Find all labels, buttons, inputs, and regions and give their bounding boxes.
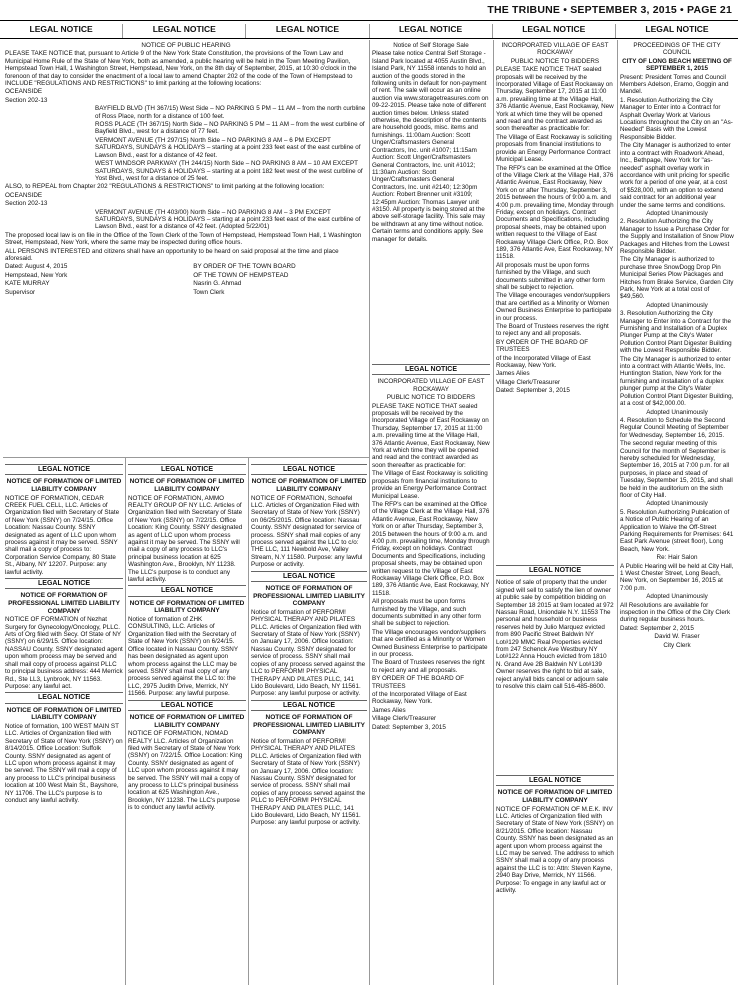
legal-notice-header: LEGAL NOTICE (251, 571, 367, 582)
hearing-item: BAYFIELD BLVD (TH 367/15) West Side – NO PARKING 5 PM – 11 AM – from the north curbline of Ross Place, north for a distance of 100 feet. (95, 105, 366, 120)
lb-paragraph: 5. Resolution Authorizing Publication of a Notice of Public Hearing of an Application to Waive the Off-Street Parking Requirements for Premises: 641 East Park Avenue (street floor), Long Beach, New York. (620, 508, 734, 553)
lb-adopted: Adopted Unanimously (646, 209, 708, 217)
hearing-items (5, 105, 367, 182)
lb-paragraph: 2. Resolution Authorizing the City Manager to Issue a Purchase Order for the Supply and Installation of Snow Plow Packages and Hitches from the Lowest Responsible Bidder. (620, 218, 734, 255)
hearing-place: OCEANSIDE (5, 191, 43, 199)
ea-paragraph: The RFP's can be examined at the Office of the Village Clerk at the Village Hall, 376 Atlantic Avenue, East Rockaway, New York on or after Thursday, September 3, 2015 between the hours of 9:00 a.m. and 4:00 p.m. prevailing time, Monday through Friday, except on holidays. Contract Documents and Specifications, including proposal sheets, may be obtained upon written request to the Village of East Rockaway Village Clerk Office, P.O. Box 189, 376 Atlantic Ave, East Rockaway, NY 11518. (496, 164, 614, 261)
legal-notice-header: LEGAL NOTICE (128, 585, 246, 596)
ea-title: INCORPORATED VILLAGE OF EAST ROCKAWAY (377, 378, 485, 393)
legal-notice-header: LEGAL NOTICE (5, 578, 123, 589)
hearing-file-note: The proposed local law is on file in the Office of the Town Clerk of the Town of Hempstead, Hempstead Town Hall, 1 Washington Street, Hempstead, New York, where the same may be inspected during office hours. (5, 231, 362, 247)
section-header: LEGAL NOTICE (246, 24, 369, 38)
lb-adopted: Adopted Unanimously (646, 301, 708, 309)
ea-subtitle: PUBLIC NOTICE TO BIDDERS (510, 57, 600, 65)
hearing-dated: Dated: August 4, 2015 (5, 263, 68, 271)
legal-notice-header: LEGAL NOTICE (128, 700, 246, 711)
sale-body: Notice of sale of property that the under signed will sell to satisfy the lien of owner at public sale by competition bidding on September 18 2015 at 9am located at 972 Nassau Road, Uniondale N.Y. 11553 The personal and household or business reserves held by Julio Marquez evicted from 890 Pacific Street Baldwin NY Lot#129 MMC Real Properties evicted from 247 Schenck Ave Westbury NY Lot#122 Anna Houch evicted from 1810 N. Grand Ave 2B Baldwin NY Lot#139 Owner reserves the right to bid at sale, reject any/all bids cancel or adjourn sale to resolve this claim call 516-485-8600. (496, 579, 614, 691)
lb-paragraph: The City Manager is authorized to enter into a contract with Roadwork Ahead, Inc., Bethpage, New York for "as-needed" asphalt overlay work in accordance with unit pricing for specific work for a period of one year, at a cost of $528,000, with an option to extend said contract for an additional year under the same terms and conditions. (620, 142, 731, 209)
legal-notice-header: LEGAL NOTICE (5, 692, 123, 703)
lb-paragraph: 4. Resolution to Schedule the Second Regular Council Meeting of September for Wednesday, September 16, 2015. (620, 416, 729, 439)
lb-signer-title: City Clerk (663, 641, 691, 649)
legal-notice-header: LEGAL NOTICE (128, 464, 246, 475)
east-rockaway-notice-2 (496, 42, 614, 562)
hearing-item: ROSS PLACE (TH 367/15) North Side – NO PARKING 5 PM – 11 AM – from the west curbline of Bayfield Blvd., west for a distance of 77 feet. (95, 121, 365, 136)
ea-role: Village Clerk/Treasurer (496, 378, 561, 386)
lb-dated: Dated: September 2, 2015 (620, 624, 694, 632)
supervisor-title: Supervisor (5, 288, 36, 296)
llc-column-3 (251, 462, 367, 982)
legal-notice-header: LEGAL NOTICE (372, 364, 490, 375)
section-header: LEGAL NOTICE (123, 24, 246, 38)
llc-title: NOTICE OF FORMATION OF LIMITED LIABILITY COMPANY (129, 713, 245, 729)
lb-paragraph: A Public Hearing will be held at City Hall, 1 West Chester Street, Long Beach, New York, on September 16, 2015 at 7:00 p.m. (620, 562, 734, 592)
llc-body: Notice of formation of PERFORM! PHYSICAL THERAPY AND PILATES PLLC. Articles of Organization filed with Secretary of State of New York (SSNY) on January 17, 2006. Office location: Nassau County. SSNY designated for service of process. SSNY shall mail copies of any process served against the PLLC to PERFORM! PHYSICAL THERAPY AND PILATES PLLC, 141 Lido Boulevard, Lido Beach, NY 11561. Purpose: any lawful purpose or activity. (251, 737, 366, 827)
legal-notice-header: LEGAL NOTICE (496, 775, 614, 786)
llc-body: Notice of formation of ZHK CONSULTING, LLC. Articles of Organization filed with the Secretary of State of New York (SSNY) on 6/24/15. Office located in Nassau County. SSNY has been designated as agent upon whom process against the LLC may be served. SSNY shall mail copy of any process served against the LLC to: the LLC, 2975 Judith Drive, Merrick, NY 11566. Purpose: any lawful purpose. (128, 616, 238, 698)
legal-notice-header: LEGAL NOTICE (496, 565, 614, 576)
column-rule (125, 458, 126, 985)
llc-body: Notice of formation of PERFORM! PHYSICAL THERAPY AND PILATES PLLC. Articles of Organization filed with Secretary of State of New York (SSNY) on January 17, 2006. Office location: Nassau County. SSNY designated for service of process. SSNY shall mail copies of any process served against the LLC to PERFORM! PHYSICAL THERAPY AND PILATES PLLC, 141 Lido Boulevard, Lido Beach, NY 11561. Purpose: any lawful purpose or activity. (251, 608, 366, 698)
lb-subtitle: CITY OF LONG BEACH MEETING OF SEPTEMBER 1, 2015 (622, 57, 732, 73)
ea-paragraph: The Village encourages vendor/suppliers that are certified as a Minority or Women Owned Business Enterprise to participate in our process. (372, 628, 488, 659)
ea-paragraph: PLEASE TAKE NOTICE THAT sealed proposals will be received by the Incorporated Village of East Rockaway on Thursday, September 17, 2015 at 11:00 a.m. prevailing time at the Village Hall, 376 Atlantic Avenue, East Rockaway, New York at which time they will be opened and read and the contract awarded as soon thereafter as practicable for: (372, 402, 490, 469)
legal-notice-header: LEGAL NOTICE (5, 464, 123, 475)
llc-title: NOTICE OF FORMATION OF LIMITED LIABILITY COMPANY (6, 478, 122, 493)
ea-paragraph: The Board of Trustees reserves the right to reject any and all proposals. (496, 323, 609, 338)
legal-notice-header: LEGAL NOTICE (251, 700, 367, 711)
lb-paragraph: The second regular meeting of this Council for the month of September is hereby scheduled for Wednesday, September 16, 2015 at 7:00 p.m. for all purposes, in place and stead of Tuesday, September 15, 2015, and shall be held in the auditorium on the sixth floor of City Hall. (620, 440, 733, 499)
clerk-title: Town Clerk (193, 288, 225, 296)
hearing-place: OCEANSIDE (5, 88, 43, 96)
section-header: LEGAL NOTICE (645, 24, 709, 34)
llc-title: NOTICE OF FORMATION OF PROFESSIONAL LIMITED LIABILITY COMPANY (8, 592, 120, 615)
ea-dated: Dated: September 3, 2015 (372, 723, 446, 731)
section-header: LEGAL NOTICE (370, 24, 493, 38)
llc-body: NOTICE OF FORMATION, NOMAD REALTY LLC. Articles of Organization filed with Secretary of State of New York (SSNY) on 7/22/15. Office Location: King County. SSNY designated as agent of LLC upon whom process against it may be served. The SSNY will mail a copy of any process to LLC's principal business location at 625 Washington Ave., Brooklyn, NY 11238. The LLC's purpose is to conduct any lawful activity. (128, 730, 243, 812)
ea-subtitle: PUBLIC NOTICE TO BIDDERS (386, 394, 476, 402)
legal-notice-header: LEGAL NOTICE (251, 464, 367, 475)
llc-title: NOTICE OF FORMATION OF LIMITED LIABILITY COMPANY (129, 478, 245, 493)
ea-name: James Alies (496, 370, 530, 378)
lb-paragraph: The City Manager is authorized to enter into a contract with Atlantic Wells, Inc. Huntington Station, New York for the furnishing and installation of a duplex plunger pump at the City's Water Pollution Control Plant Digester Building, at a cost of $42,000.00. (620, 355, 734, 408)
ea-paragraph: The RFP's can be examined at the Office of the Village Clerk at the Village Hall, 376 Atlantic Avenue, East Rockaway, New York on or after Thursday, September 3, 2015 between the hours of 9:00 a.m. and 4:00 p.m. prevailing time, Monday through Friday, except on holidays. Contract Documents and Specifications, including proposal sheets, may be obtained upon written request to the Village of East Rockaway Village Clerk Office, P.O. Box 189, 376 Atlantic Ave, East Rockaway, NY 11518. (372, 500, 490, 597)
llc-title: NOTICE OF FORMATION OF LIMITED LIABILITY COMPANY (497, 789, 613, 804)
header-rule (0, 38, 738, 39)
lb-paragraph: 1. Resolution Authorizing the City Manager to Enter into a Contract for Asphalt Overlay Work at Various Locations throughout the City on an "As-Needed" Basis with the Lowest Responsible Bidder. (620, 96, 733, 141)
llc-body: NOTICE OF FORMATION, CEDAR CREEK FUEL CELL, LLC. Articles of Organization filed with Secretary of State of New York (SSNY) on 7/24/15. Office Location: Nassau County. SSNY designated as agent of LLC upon whom process against it may be served. SSNY shall mail a copy of process to: Corporation Service Company, 80 State St., Albany, NY 12207. Purpose: any lawful activity. (5, 494, 120, 576)
ea-paragraph: The Village of East Rockaway is soliciting proposals from financial institutions to provide an Energy Performance Contract Municipal Lease. (372, 470, 488, 500)
llc-title: NOTICE OF FORMATION OF LIMITED LIABILITY COMPANY (251, 478, 367, 493)
lb-adopted: Adopted Unanimously (646, 408, 708, 416)
order-line: BY ORDER OF THE TOWN BOARD (193, 263, 296, 271)
supervisor-name: KATE MURRAY (5, 280, 50, 288)
llc-body: NOTICE OF FORMATION OF M.E.K. INV LLC. Articles of Organization filed with Secretary of State of New York (SSNY) on 8/21/2015. Office location: Nassau County. SSNY has been designated as an agent upon whom process against the LLC may be served. The address to which SSNY shall mail a copy of any process against the LLC is to: Attn: Steven Kayne, 2940 Bay Drive, Merrick, NY 11566. Purpose: To engage in any lawful act or activity. (496, 805, 614, 895)
clerk-name: Nasrin G. Ahmad (193, 280, 242, 288)
column-rule (493, 40, 494, 985)
section-header: LEGAL NOTICE (493, 24, 616, 38)
hearing-item: WEST WINDSOR PARKWAY (TH 244/15) North Side – NO PARKING 8 AM – 10 AM EXCEPT SATURDAYS, SUNDAYS & HOLIDAYS – starting at a point 182 feet west of the west curbline of Yost Blvd., west for a distance of 25 feet. (95, 160, 363, 182)
ea-paragraph: The Village of East Rockaway is soliciting proposals from financial institutions to provide an Energy Performance Contract Municipal Lease. (496, 133, 612, 164)
llc-title: NOTICE OF FORMATION OF PROFESSIONAL LIMITED LIABILITY COMPANY (253, 714, 365, 737)
property-sale-notice (496, 563, 614, 771)
self-storage-notice (372, 42, 490, 360)
llc-column-2 (128, 462, 246, 982)
ea-name: James Alies (372, 706, 406, 714)
llc-title: NOTICE OF FORMATION OF LIMITED LIABILITY COMPANY (129, 599, 245, 615)
east-rockaway-notice-1 (372, 362, 490, 980)
lb-paragraph: 3. Resolution Authorizing the City Manager to Enter into a Contract for the Furnishing and Installation of a Duplex Plunger Pump at the City's Water Pollution Control Plant Digester Building with the Lowest Responsible Bidder. (620, 310, 732, 355)
section-header: LEGAL NOTICE (0, 24, 123, 38)
mek-llc-notice (496, 773, 614, 983)
lb-adopted: Adopted Unanimously (646, 500, 708, 508)
hearing-item: VERMONT AVENUE (TH 297/15) North Side – NO PARKING 8 AM – 6 PM EXCEPT SATURDAYS, SUNDAYS & HOLIDAYS – starting at a point 233 feet east of the east curbline of Lawson Blvd., east for a distance of 42 feet. (95, 136, 361, 159)
ea-paragraph: The Board of Trustees reserves the right to reject any and all proposals. (372, 659, 485, 674)
ea-order: BY ORDER OF THE BOARD OF TRUSTEES (372, 675, 465, 690)
order-line: OF THE TOWN OF HEMPSTEAD (193, 271, 289, 279)
lb-signer: David W. Fraser (654, 633, 700, 641)
ea-paragraph: All proposals must be upon forms furnished by the Village, and such documents submitted in any other form shall be subject to rejection. (496, 261, 605, 291)
llc-title: NOTICE OF FORMATION OF PROFESSIONAL LIMITED LIABILITY COMPANY (253, 585, 365, 608)
hearing-items (5, 209, 367, 231)
storage-title: Notice of Self Storage Sale (393, 42, 469, 49)
masthead-title: THE TRIBUNE • SEPTEMBER 3, 2015 • PAGE 21 (487, 4, 732, 16)
ea-dated: Dated: September 3, 2015 (496, 387, 570, 395)
llc-body: NOTICE OF FORMATION of Nezhat Surgery for Gynecology/Oncology, PLLC. Arts of Org filed with Secy. Of State of NY (SSNY) on 6/29/15. Office location: NASSAU County. SSNY designated agent upon whom process may be served and shall mail copy of process against PLLC to principal business address: 444 Merrick Rd., Ste LL3, Lynbrook, NY 11563. Purpose: any lawful act. (5, 616, 123, 690)
lb-re: Re: Hair Salon (656, 554, 698, 562)
hearing-section: Section 202-13 (5, 200, 48, 208)
hearing-repeal: ALSO, to REPEAL from Chapter 202 "REGULATIONS & RESTRICTIONS" to limit parking at the following location: (5, 183, 325, 191)
hearing-title: NOTICE OF PUBLIC HEARING (141, 42, 231, 49)
llc-body: Notice of formation, 100 WEST MAIN ST LLC. Articles of Organization filed with Secretary of State of New York (SSNY) on 8/14/2015. Office Location: Suffolk County. SSNY designated as agent of LLC upon whom process against it may be served. The SSNY will mail a copy of any process to LLC's principal business location at 100 West Main St., Bayshore, NY 11706. The LLC's purpose is to conduct any lawful activity. (5, 722, 123, 804)
public-hearing-notice (5, 42, 367, 454)
masthead (0, 0, 738, 20)
lb-present: Present: President Torres and Council Members Adelson, Eramo, Goggin and Mandel. (620, 73, 729, 96)
ea-paragraph: The Village encourages vendor/suppliers that are certified as a Minority or Women Owned Business Enterprise to participate in our process. (496, 292, 612, 322)
section-headers (0, 24, 738, 38)
llc-body: NOTICE OF FORMATION, Schoefel LLC. Articles of Organization Filed with Secretary of State of New York (SSNY) on 06/25/2015. Office location: Nassau County. SSNY designated for service of process. SSNY shall mail copies of any process served against the LLC to c/o: THE LLC, 111 Newbold Ave, Valley Stream, N.Y 11580. Purpose: any lawful Purpose or activity. (251, 494, 363, 569)
hearing-signature (5, 263, 367, 297)
ea-order: BY ORDER OF THE BOARD OF TRUSTEES (496, 338, 589, 354)
section-rule (3, 457, 369, 458)
ea-of: of the Incorporated Village of East Rockaway, New York. (372, 691, 467, 706)
lb-title: PROCEEDINGS OF THE CITY COUNCIL (633, 42, 721, 57)
long-beach-proceedings (620, 42, 734, 982)
column-rule (369, 40, 370, 985)
ea-title: INCORPORATED VILLAGE OF EAST ROCKAWAY (501, 42, 609, 57)
ea-paragraph: All proposals must be upon forms furnished by the Village, and such documents submitted in any other form shall be subject to rejection. (372, 598, 481, 628)
llc-body: NOTICE OF FORMATION, AMMO REALTY GROUP OF NY LLC. Articles of Organization filed with Secretary of State of New York (SSNY) on 7/22/15. Office Location: King County. SSNY designated as agent of LLC upon whom process against it may be served. The SSNY will mail a copy of any process to LLC's principal business location at 625 Washington Ave., Brooklyn, NY 11238. The LLC's purpose is to conduct any lawful activity. (128, 494, 243, 584)
hearing-section: Section 202-13 (5, 96, 48, 104)
ea-role: Village Clerk/Treasurer (372, 715, 437, 723)
hearing-interested: ALL PERSONS INTERESTED and citizens shall have an opportunity to be heard on said proposal at the time and place aforesaid. (5, 247, 339, 262)
lb-paragraph: The City Manager is authorized to purchase three SnowDogg Drop Pin Municipal Series Plow Packages and Hitches from Brake Service, Garden City Park, New York at a total cost of $49,560. (620, 256, 734, 301)
lb-adopted: Adopted Unanimously (646, 593, 708, 601)
hearing-place-sig: Hempstead, New York (5, 271, 68, 279)
hearing-item: VERMONT AVENUE (TH 403/00) North Side – NO PARKING 8 AM – 3 PM EXCEPT SATURDAYS, SUNDAYS & HOLIDAYS – starting at a point 233 feet east of the east curbline of Lawson Blvd., east for a distance of 42 feet. (Adopted 5/22/01) (95, 208, 361, 231)
storage-body: Please take notice Central Self Storage - Island Park located at 4055 Austin Blvd., Island Park, NY 11558 intends to hold an auction of the goods stored in the following units in default for non-payment of rent. The sale will occur as an online auction via www.storagetreasures.com on 09-22-2015. Please take note of different auction times below. Unless stated otherwise, the description of the contents are household goods, misc. items and furnishings. 11:00am Auction: Scott Unger/Craftsmasters General Contractors, Inc. unit #1007; 11:15am Auction: Scott Unger/Craftsmasters General Contractors, Inc. unit #1012; 11:30am Auction: Scott Unger/Craftsmasters General Contractors, Inc. unit #2140; 12:30pm Auction: Robert Brenner unit #3109; 12:45pm Auction: Thomas Lawyer unit #3150. All property is being stored at the above self-storage facility. This sale may be withdrawn at any time without notice. Certain terms and conditions apply. See manager for details. (372, 50, 489, 243)
llc-title: NOTICE OF FORMATION OF LIMITED LIABILITY COMPANY (6, 706, 122, 722)
column-rule (617, 40, 618, 985)
ea-of: of the Incorporated Village of East Rockaway, New York. (496, 354, 591, 370)
lb-paragraph: All Resolutions are available for inspection in the Office of the City Clerk during regular business hours. (620, 601, 731, 624)
column-rule (248, 458, 249, 985)
masthead-rule (0, 20, 738, 21)
hearing-intro: PLEASE TAKE NOTICE that, pursuant to Article 9 of the New York State Constitution, the provisions of the Town Law and Municipal Home Rule of the State of New York, both as amended, a public hearing will be held in the Town Meeting Pavilion, Hempstead Town Hall, 1 Washington Street, Hempstead, New York, on the 8th day of September, 2015, at 10:30 o'clock in the forenoon of that day to consider the enactment of a local law to amend Chapter 202 of the code of the Town of Hempstead to INCLUDE "REGULATIONS AND RESTRICTIONS" to limit parking at the following locations: (5, 50, 357, 88)
ea-paragraph: PLEASE TAKE NOTICE THAT sealed proposals will be received by the Incorporated Village of East Rockaway on Thursday, September 17, 2015 at 11:00 a.m. prevailing time at the Village Hall, 376 Atlantic Avenue, East Rockaway, New York at which time they will be opened and read and the contract awarded as soon thereafter as practicable for: (496, 66, 614, 133)
llc-column-1 (5, 462, 123, 982)
